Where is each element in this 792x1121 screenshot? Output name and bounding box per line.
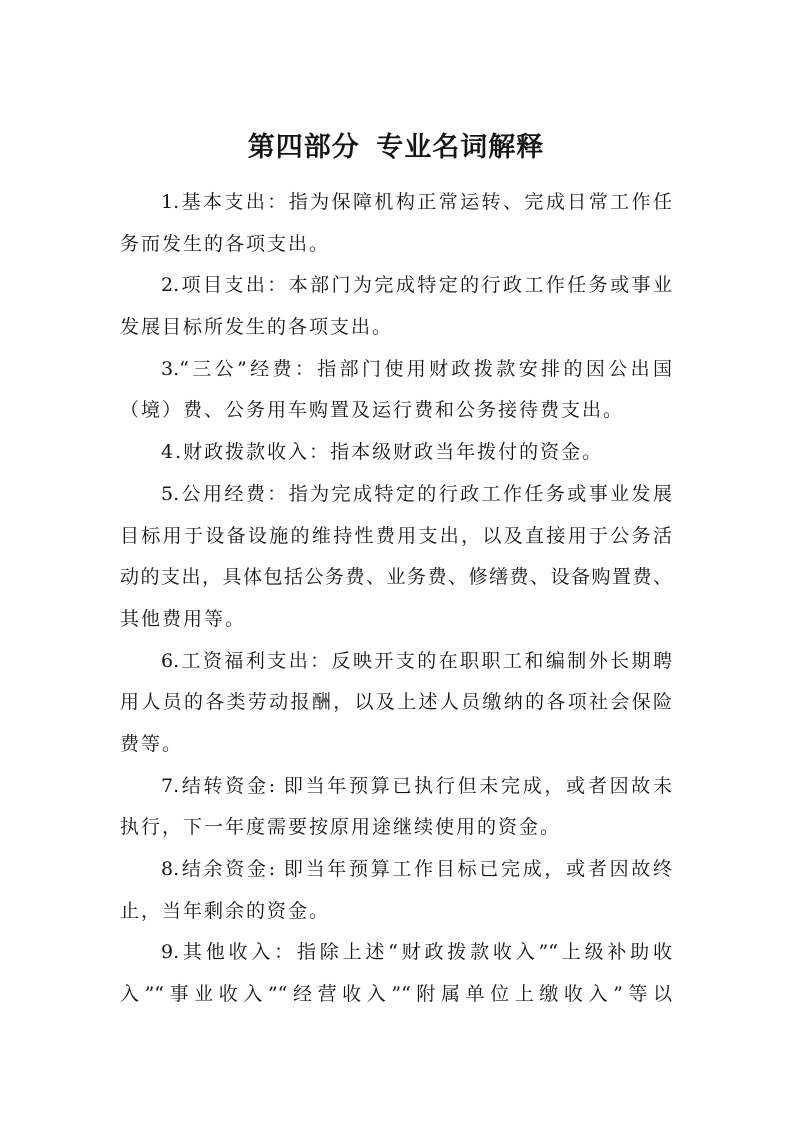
term-item-project-expenditure bbox=[120, 265, 672, 348]
text-line: 6.工资福利支出：反映开支的在职职工和编制外长期聘 bbox=[161, 649, 672, 672]
text-line: 5.公用经费：指为完成特定的行政工作任务或事业发展 bbox=[161, 482, 672, 505]
text-line: 执行，下一年度需要按原用途继续使用的资金。 bbox=[120, 816, 562, 839]
text-line: 1.基本支出：指为保障机构正常运转、完成日常工作任 bbox=[161, 191, 672, 213]
text-line: 目标用于设备设施的维持性费用支出，以及直接用于公务活 bbox=[120, 524, 672, 547]
term-item-wages-welfare bbox=[120, 641, 672, 766]
text-line: 发展目标所发生的各项支出。 bbox=[120, 316, 394, 339]
term-item-fiscal-appropriation-income bbox=[120, 432, 672, 474]
text-line: 务而发生的各项支出。 bbox=[120, 232, 331, 255]
term-item-public-expenses bbox=[120, 474, 672, 641]
term-item-other-income bbox=[120, 932, 672, 1015]
term-item-three-public-expenses bbox=[120, 349, 672, 432]
text-line: 3.“三公”经费：指部门使用财政拨款安排的因公出国 bbox=[161, 357, 672, 380]
text-line: （境）费、公务用车购置及运行费和公务接待费支出。 bbox=[120, 399, 625, 422]
section-title: 第四部分 专业名词解释 bbox=[247, 132, 545, 163]
text-line: 8.结余资金: 即当年预算工作目标已完成，或者因故终 bbox=[161, 858, 672, 880]
text-line: 其他费用等。 bbox=[120, 607, 247, 630]
text-line: 9.其他收入：指除上述“财政拨款收入”“上级补助收 bbox=[161, 941, 672, 964]
term-item-surplus-funds bbox=[120, 849, 672, 932]
text-line: 2.项目支出：本部门为完成特定的行政工作任务或事业 bbox=[161, 274, 672, 297]
term-item-carryover-funds bbox=[120, 766, 672, 849]
glossary-body bbox=[120, 182, 672, 1016]
text-line: 入”“事业收入”“经营收入”“附属单位上缴收入”等以 bbox=[120, 983, 672, 1006]
text-line: 4.财政拨款收入：指本级财政当年拨付的资金。 bbox=[161, 441, 604, 464]
text-line: 用人员的各类劳动报酬，以及上述人员缴纳的各项社会保险 bbox=[120, 691, 672, 714]
text-line: 止，当年剩余的资金。 bbox=[120, 899, 331, 922]
text-line: 7.结转资金: 即当年预算已执行但未完成，或者因故未 bbox=[161, 774, 672, 797]
text-line: 费等。 bbox=[120, 732, 184, 755]
text-line: 动的支出，具体包括公务费、业务费、修缮费、设备购置费、 bbox=[120, 566, 672, 589]
term-item-basic-expenditure bbox=[120, 182, 672, 265]
